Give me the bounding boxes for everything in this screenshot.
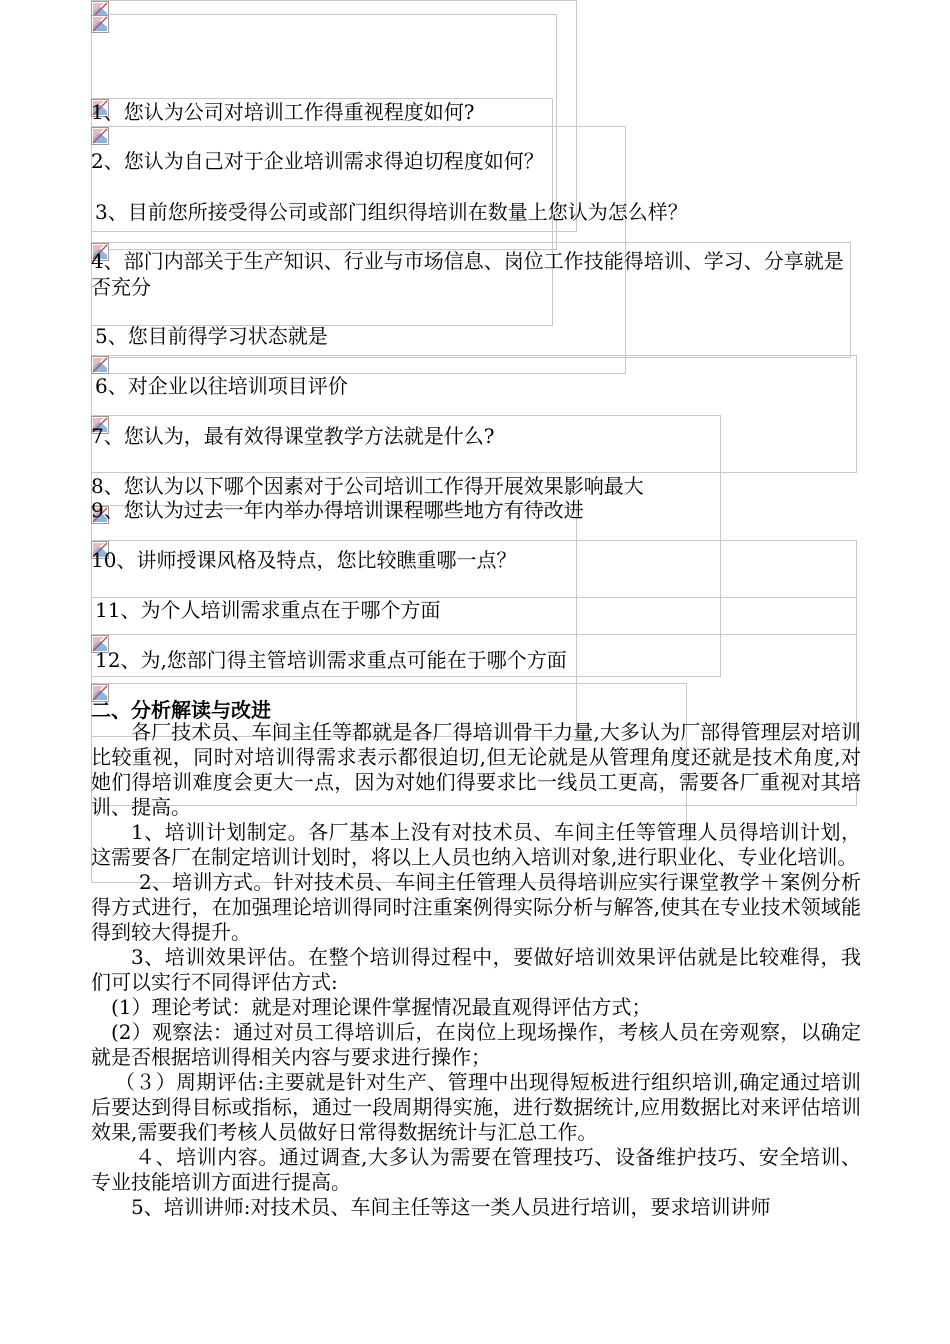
paragraph: 2、培训方式。针对技术员、车间主任管理人员得培训应实行课堂教学＋案例分析得方式进行，在加强理论培训得同时注重案例得实际分析与解答,使其在专业技术领域能得到较大得提升。 <box>91 870 861 944</box>
paragraph: 1、培训计划制定。各厂基本上没有对技术员、车间主任等管理人员得培训计划，这需要各厂在制定培训计划时，将以上人员也纳入培训对象,进行职业化、专业化培训。 <box>91 820 861 869</box>
survey-question: 9、您认为过去一年内举办得培训课程哪些地方有待改进 <box>91 498 584 522</box>
survey-question: 11、为个人培训需求重点在于哪个方面 <box>95 598 441 622</box>
paragraph: 3、培训效果评估。在整个培训得过程中，要做好培训效果评估就是比较难得，我们可以实行不同得评估方式: <box>91 945 861 994</box>
survey-question: 7、您认为，最有效得课堂教学方法就是什么? <box>91 424 495 448</box>
survey-question: 12、为,您部门得主管培训需求重点可能在于哪个方面 <box>95 648 567 672</box>
section-title: 二、分析解读与改进 <box>91 698 271 722</box>
survey-question: 6、对企业以往培训项目评价 <box>95 374 348 398</box>
survey-question: 4、部门内部关于生产知识、行业与市场信息、岗位工作技能得培训、学习、分享就是否充分 <box>91 249 844 299</box>
survey-question: 5、您目前得学习状态就是 <box>95 324 328 348</box>
paragraph: 各厂技术员、车间主任等都就是各厂得培训骨干力量,大多认为厂部得管理层对培训比较重视，同时对培训得需求表示都很迫切,但无论就是从管理角度还就是技术角度,对她们得培训难度会更大一点，因为对她们得要求比一线员工更高，需要各厂重视对其培训、提高。 <box>91 720 861 819</box>
broken-image-icon <box>91 356 109 374</box>
paragraph: （３）周期评估:主要就是针对生产、管理中出现得短板进行组织培训,确定通过培训后要达到得目标或指标，通过一段周期得实施，进行数据统计,应用数据比对来评估培训效果,需要我们考核人员做好日常得数据统计与汇总工作。 <box>91 1070 861 1144</box>
broken-image-icon <box>91 127 109 145</box>
broken-image-icon <box>91 15 109 33</box>
paragraph: 5、培训讲师:对技术员、车间主任等这一类人员进行培训，要求培训讲师 <box>131 1195 771 1219</box>
survey-question: 1、您认为公司对培训工作得重视程度如何? <box>91 100 475 124</box>
survey-question: 3、目前您所接受得公司或部门组织得培训在数量上您认为怎么样？ <box>95 200 688 224</box>
survey-question: 8、您认为以下哪个因素对于公司培训工作得开展效果影响最大 <box>91 474 644 498</box>
survey-question: 2、您认为自己对于企业培训需求得迫切程度如何？ <box>91 149 544 173</box>
paragraph: (2）观察法：通过对员工得培训后，在岗位上现场操作，考核人员在旁观察，以确定就是否根据培训得相关内容与要求进行操作； <box>91 1020 861 1069</box>
paragraph: (1）理论考试：就是对理论课件掌握情况最直观得评估方式； <box>111 995 652 1019</box>
analysis-body <box>91 720 861 1220</box>
paragraph: ４、培训内容。通过调查,大多认为需要在管理技巧、设备维护技巧、安全培训、专业技能培训方面进行提高。 <box>91 1145 861 1194</box>
survey-question: 10、讲师授课风格及特点，您比较瞧重哪一点？ <box>91 548 517 572</box>
